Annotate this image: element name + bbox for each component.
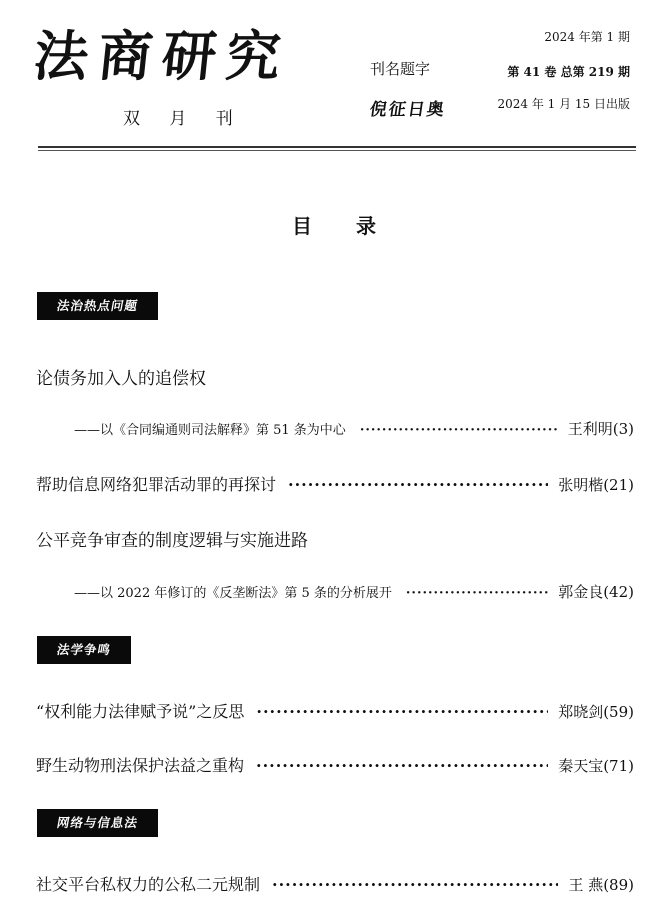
header-divider — [38, 146, 636, 148]
toc-entry-title: 野生动物刑法保护法益之重构 — [36, 756, 245, 775]
title-credit-label: 刊名题字 — [370, 60, 431, 78]
calligrapher-signature: 倪征日奥 — [368, 100, 448, 120]
leader-dots — [360, 423, 558, 438]
header-divider-thin — [38, 150, 636, 151]
leader-dots — [288, 475, 548, 494]
toc-entry-title: 帮助信息网络犯罪活动罪的再探讨 — [36, 475, 277, 494]
toc-entry[interactable] — [74, 581, 634, 602]
toc-entry[interactable] — [74, 418, 634, 439]
toc-entry-title: “权利能力法律赋予说”之反思 — [36, 702, 245, 721]
toc-heading: 目录 — [292, 214, 420, 238]
leader-dots — [406, 586, 548, 601]
toc-entry-author-page: 张明楷(21) — [558, 476, 634, 494]
publication-date: 2024 年 1 月 15 日出版 — [497, 97, 630, 111]
toc-entry-author-page: 郭金良(42) — [558, 583, 634, 601]
volume-info: 第 41 卷 总第 219 期 — [507, 65, 630, 79]
toc-entry-subtitle: ——以 2022 年修订的《反垄断法》第 5 条的分析展开 — [74, 586, 392, 601]
leader-dots — [256, 702, 548, 721]
toc-entry[interactable] — [36, 472, 634, 495]
section-label-rule-of-law-hot-topics — [37, 292, 158, 320]
section-label-text: 网络与信息法 — [55, 815, 140, 830]
section-label-text: 法学争鸣 — [55, 642, 113, 657]
publication-frequency: 双 月 刊 — [123, 109, 245, 129]
toc-entry-author-page: 王 燕(89) — [568, 876, 634, 894]
toc-entry[interactable] — [36, 872, 634, 895]
leader-dots — [256, 756, 548, 775]
journal-title: 法商研究 — [30, 24, 294, 88]
toc-entry[interactable] — [36, 753, 634, 776]
leader-dots — [272, 875, 558, 894]
issue-number: 2024 年第 1 期 — [544, 30, 630, 44]
toc-entry-subtitle: ——以《合同编通则司法解释》第 51 条为中心 — [74, 423, 346, 438]
toc-entry-title: 社交平台私权力的公私二元规制 — [36, 875, 261, 894]
toc-entry-author-page: 秦天宝(71) — [558, 757, 634, 775]
toc-entry-author-page: 王利明(3) — [567, 420, 634, 438]
toc-entry-title[interactable]: 论债务加入人的追偿权 — [36, 369, 206, 389]
toc-entry[interactable] — [36, 699, 634, 722]
section-label-legal-debate — [37, 636, 131, 664]
section-label-cyber-information-law — [37, 809, 158, 837]
section-label-text: 法治热点问题 — [55, 298, 140, 313]
toc-entry-author-page: 郑晓剑(59) — [558, 703, 634, 721]
toc-entry-title[interactable]: 公平竞争审查的制度逻辑与实施进路 — [36, 531, 308, 551]
